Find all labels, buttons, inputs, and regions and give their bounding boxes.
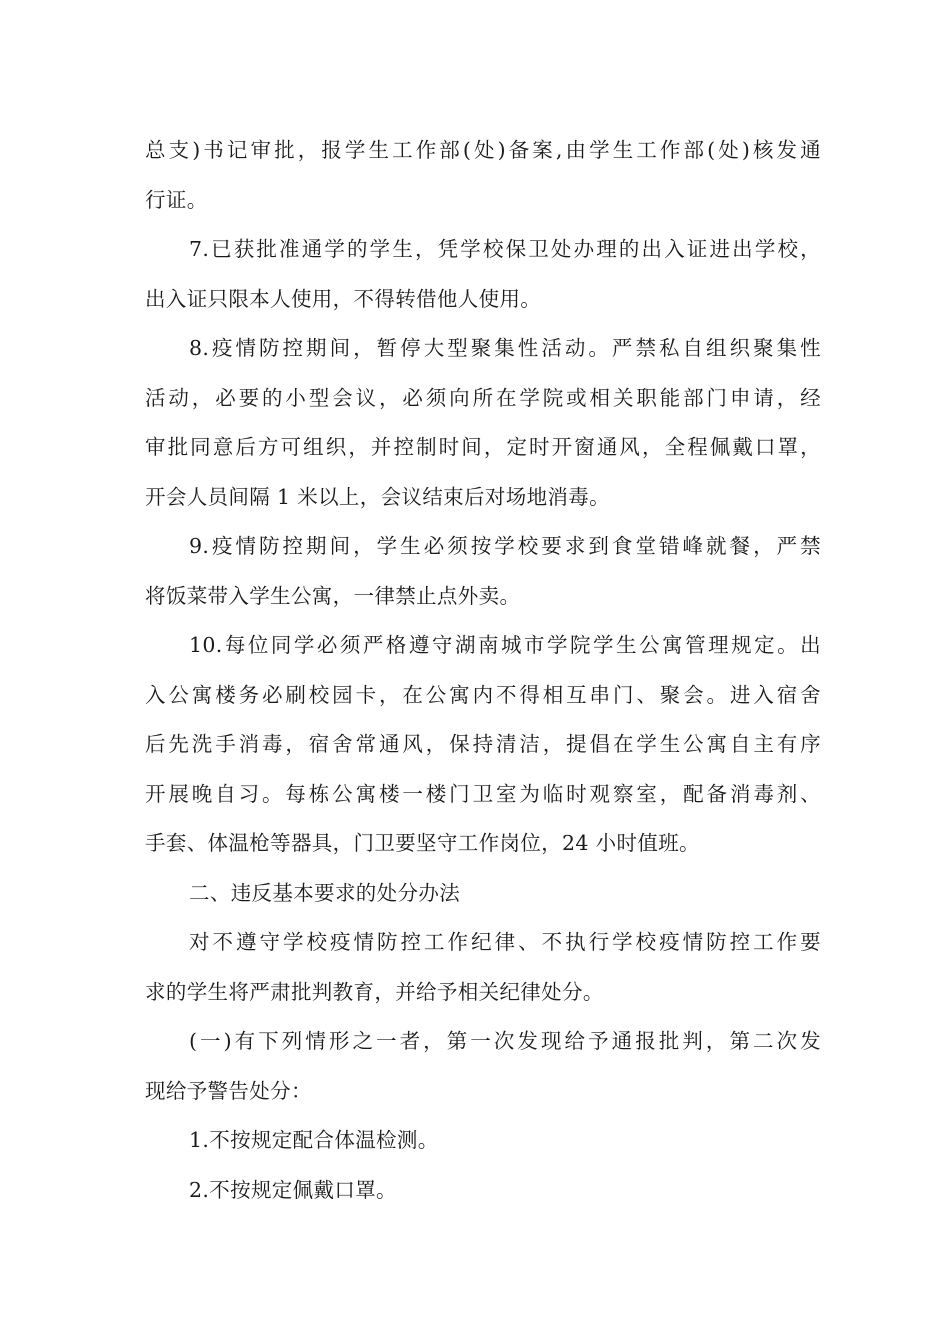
text-line: 活动，必要的小型会议，必须向所在学院或相关职能部门申请，经 <box>145 385 821 410</box>
text-line: 二、违反基本要求的处分办法 <box>189 880 461 905</box>
text-line: 行证。 <box>145 187 208 212</box>
text-line: 将饭菜带入学生公寓，一律禁止点外卖。 <box>145 583 521 608</box>
text-line: 审批同意后方可组织，并控制时间，定时开窗通风，全程佩戴口罩， <box>145 435 821 459</box>
text-line: (一)有下列情形之一者，第一次发现给予通报批判，第二次发 <box>189 1029 821 1053</box>
text-line: 手套、体温枪等器具，门卫要坚守工作岗位，24 小时值班。 <box>145 831 700 855</box>
text-line: 开会人员间隔 1 米以上，会议结束后对场地消毒。 <box>145 484 610 509</box>
text-line: 9.疫情防控期间，学生必须按学校要求到食堂错峰就餐，严禁 <box>189 534 821 558</box>
text-line: 8.疫情防控期间，暂停大型聚集性活动。严禁私自组织聚集性 <box>189 336 821 360</box>
text-line: 现给予警告处分： <box>145 1078 312 1103</box>
text-line: 求的学生将严肃批判教育，并给予相关纪律处分。 <box>145 979 604 1004</box>
text-line: 7.已获批准通学的学生，凭学校保卫处办理的出入证进出学校， <box>189 237 821 261</box>
text-line: 1.不按规定配合体温检测。 <box>189 1128 439 1152</box>
text-line: 后先洗手消毒，宿舍常通风，保持清洁，提倡在学生公寓自主有序 <box>145 732 821 756</box>
text-line: 入公寓楼务必刷校园卡，在公寓内不得相互串门、聚会。进入宿舍 <box>145 682 821 707</box>
text-line: 10.每位同学必须严格遵守湖南城市学院学生公寓管理规定。出 <box>189 633 821 657</box>
text-line: 出入证只限本人使用，不得转借他人使用。 <box>145 286 542 311</box>
text-line: 总支)书记审批，报学生工作部(处)备案,由学生工作部(处)核发通 <box>145 138 821 162</box>
text-line: 开展晚自习。每栋公寓楼一楼门卫室为临时观察室，配备消毒剂、 <box>145 781 821 806</box>
text-line: 对不遵守学校疫情防控工作纪律、不执行学校疫情防控工作要 <box>189 930 821 954</box>
text-line: 2.不按规定佩戴口罩。 <box>189 1177 397 1202</box>
document-page <box>145 126 821 1215</box>
